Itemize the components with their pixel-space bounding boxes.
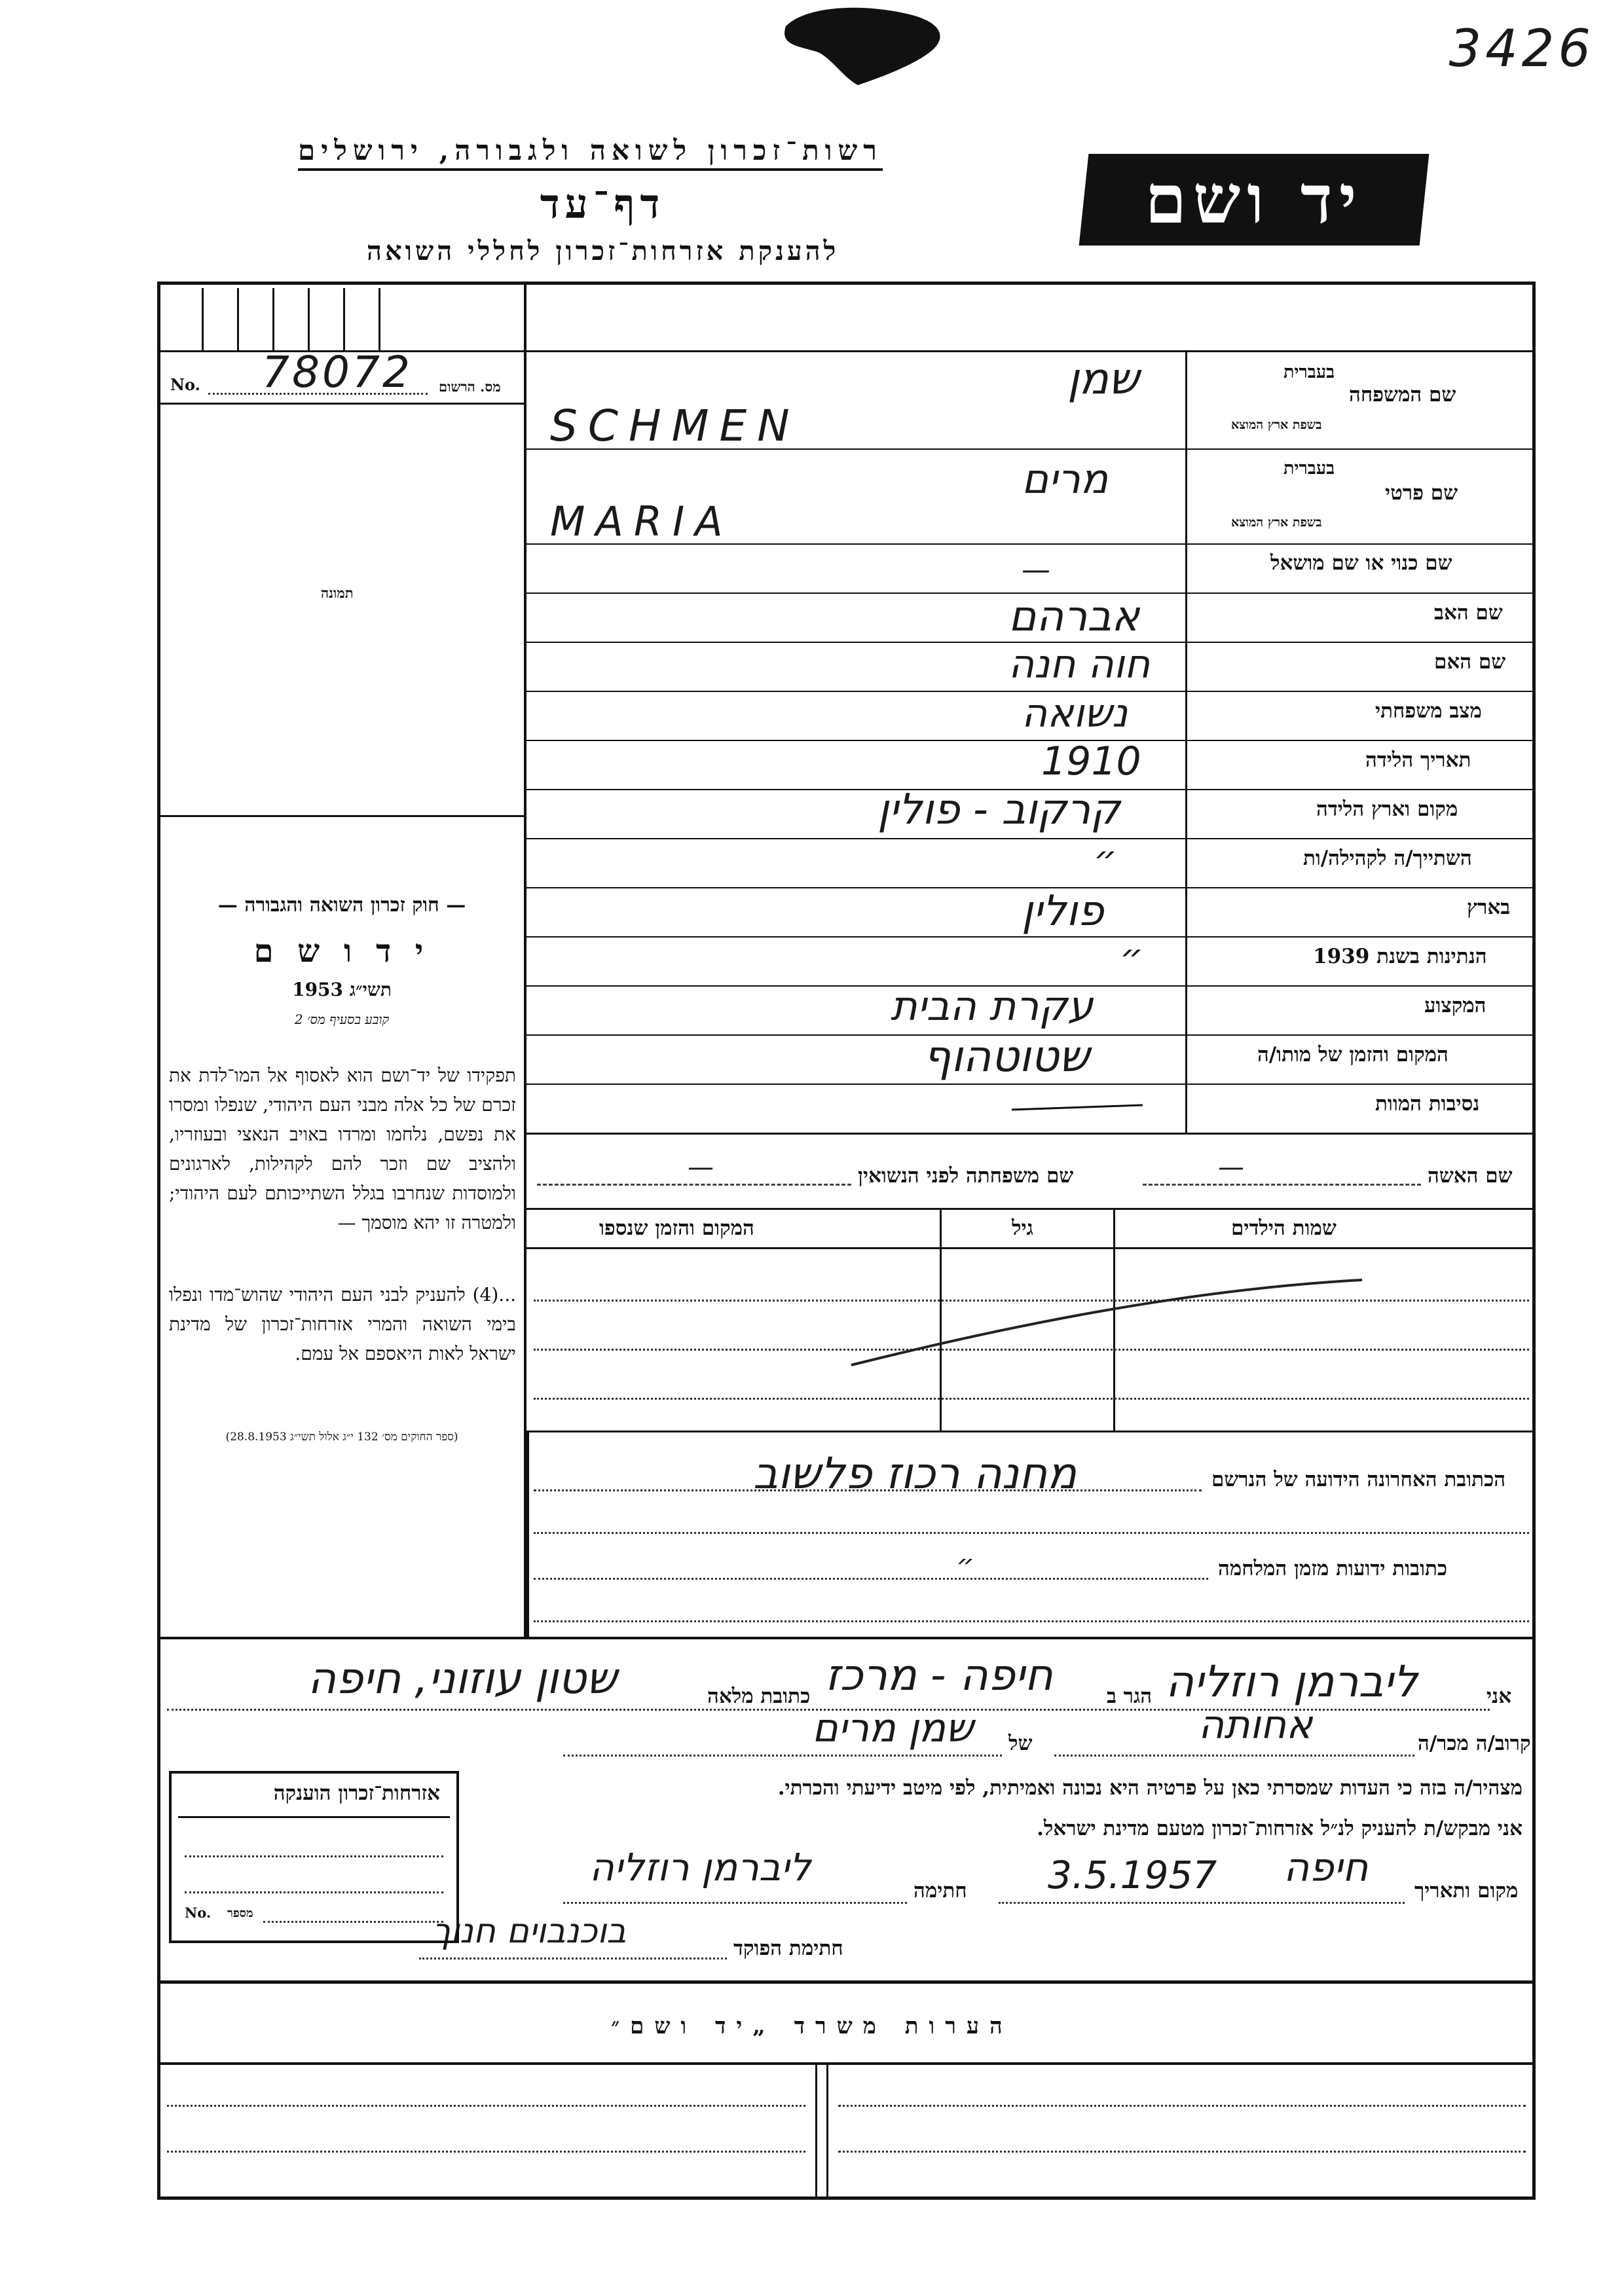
relation-value: אחותה bbox=[1198, 1702, 1313, 1748]
law-title: — חוק זכרון השואה והגבורה — bbox=[217, 894, 466, 917]
children-strike-line bbox=[845, 1267, 1369, 1372]
ink-blot bbox=[779, 0, 950, 92]
citizenship-label: הנתינות בשנת 1939 bbox=[1313, 945, 1487, 968]
children-place-header: המקום והזמן שנספו bbox=[599, 1216, 754, 1240]
first-name-hebrew-value: מרים bbox=[1022, 455, 1109, 503]
marital-value: נשואה bbox=[1022, 691, 1128, 737]
declarant-i-label: אני bbox=[1486, 1685, 1512, 1708]
birth-date-value: 1910 bbox=[1041, 738, 1141, 784]
wartime-addresses-value: ״ bbox=[956, 1548, 975, 1582]
award-box-no-label: No. bbox=[185, 1904, 212, 1921]
spouse-label: שם האשה bbox=[1428, 1164, 1513, 1188]
first-name-hebrew-sub: בעברית bbox=[1283, 458, 1335, 479]
official-signature-label: חתימת הפוקד bbox=[733, 1937, 843, 1960]
father-label: שם האב bbox=[1434, 601, 1503, 625]
family-name-latin-value: SCHMEN bbox=[550, 401, 800, 451]
reg-he-label: מס. הרשום bbox=[439, 378, 501, 395]
citizenship-award-box bbox=[169, 1771, 459, 1943]
law-reference: (ספר החוקים מס׳ 132 י״ג אלול תשי״ג 28.8.1953) bbox=[225, 1430, 458, 1444]
form-title: דף־עד bbox=[540, 180, 665, 228]
maiden-name-value: — bbox=[688, 1152, 714, 1182]
law-clause: קובע בסעיף מס׳ 2 bbox=[294, 1011, 390, 1027]
law-name: י ד ו ש ם bbox=[253, 933, 430, 970]
award-box-number-label: מספר bbox=[227, 1906, 253, 1920]
family-name-origin-sub: בשפת ארץ המוצא bbox=[1231, 418, 1322, 432]
nickname-value: — bbox=[1022, 553, 1050, 587]
authority-name: רשות־זכרון לשואה ולגבורה, ירושלים bbox=[298, 134, 883, 171]
reg-no-label: No. bbox=[170, 375, 200, 394]
official-signature: בוכנבוים חנוך bbox=[432, 1912, 627, 1951]
mother-label: שם האם bbox=[1434, 650, 1506, 674]
country-value: פולין bbox=[1022, 887, 1104, 936]
first-name-label: שם פרטי bbox=[1385, 481, 1458, 505]
date-value: 3.5.1957 bbox=[1048, 1853, 1217, 1897]
last-address-value: מחנה רכוז פלשוב bbox=[753, 1448, 1077, 1499]
declarant-name: ליברמן רוזליה bbox=[1166, 1656, 1418, 1707]
maiden-name-label: שם משפחתה לפני הנשואין bbox=[858, 1164, 1074, 1188]
family-name-hebrew-sub: בעברית bbox=[1283, 362, 1335, 382]
community-value: ״ bbox=[1094, 838, 1118, 881]
office-notes-title: הערות משרד „יד ושם״ bbox=[611, 2013, 1013, 2039]
death-cause-label: נסיבות המוות bbox=[1375, 1092, 1480, 1116]
law-year: תשי״ג 1953 bbox=[292, 979, 392, 1000]
spouse-value: — bbox=[1218, 1152, 1244, 1182]
mother-value: חוה חנה bbox=[1008, 642, 1151, 687]
nickname-label: שם כנוי או שם מושאל bbox=[1270, 551, 1452, 575]
wartime-addresses-label: כתובות ידועות מזמן המלחמה bbox=[1218, 1557, 1448, 1580]
community-label: השתייך/ה לקהילה/ות bbox=[1303, 847, 1472, 870]
children-names-header: שמות הילדים bbox=[1231, 1216, 1337, 1240]
birth-place-label: מקום וארץ הלידה bbox=[1316, 797, 1458, 821]
citizenship-value: ״ bbox=[1120, 936, 1144, 979]
yad-vashem-logo bbox=[1079, 154, 1430, 246]
profession-label: המקצוע bbox=[1424, 994, 1486, 1017]
family-name-label: שם המשפחה bbox=[1349, 383, 1456, 407]
children-age-header: גיל bbox=[1012, 1216, 1033, 1240]
of-label: של bbox=[1008, 1732, 1033, 1755]
father-value: אברהם bbox=[1008, 592, 1140, 641]
photo-label: תמונה bbox=[321, 585, 354, 601]
resides-label: הגר ב bbox=[1107, 1685, 1153, 1708]
archive-number: 3426 bbox=[1449, 20, 1595, 79]
marital-label: מצב משפחתי bbox=[1375, 699, 1482, 723]
signature-label: חתימה bbox=[913, 1879, 967, 1903]
country-label: בארץ bbox=[1467, 896, 1511, 919]
of-name-value: שמן מרים bbox=[812, 1705, 974, 1751]
award-box-title: אזרחות־זכרון הוענקה bbox=[273, 1781, 440, 1805]
logo-text: יד ושם bbox=[1145, 160, 1363, 239]
first-name-latin-value: MARIA bbox=[550, 498, 733, 545]
declaration-statement-2: אני מבקש/ת להעניק לנ״ל אזרחות־זכרון מטעם מדינת ישראל. bbox=[1037, 1817, 1522, 1840]
death-place-label: המקום והזמן של מותו/ה bbox=[1257, 1043, 1449, 1066]
death-place-value: שטוטהוף bbox=[923, 1031, 1090, 1082]
last-address-label: הכתובת האחרונה הידועה של הנרשם bbox=[1211, 1468, 1506, 1491]
registration-number: 78072 bbox=[262, 347, 413, 397]
declarant-signature: ליברמן רוזליה bbox=[589, 1845, 811, 1889]
law-paragraph-1: תפקידו של יד־ושם הוא לאסוף אל המו־לדת את זכרם של כל אלה מבני העם היהודי, שנפלו ומסרו את נפשם, נלחמו ומרדו באויב הנאצי ובעוזריו, ולהציב שם וזכר להם לקהילות, לארגונים ולמוסדות שנחרבו בגלל השתייכותם לעם היהודי; ולמטרה זו יהא מוסמך — bbox=[169, 1065, 516, 1233]
full-address-label: כתובת מלאה bbox=[707, 1685, 811, 1708]
resides-value: חיפה - מרכז bbox=[825, 1650, 1053, 1700]
birth-date-label: תאריך הלידה bbox=[1365, 748, 1471, 772]
full-address-value: שטון עוזוני, חיפה bbox=[308, 1653, 617, 1704]
place-date-label: מקום ותאריך bbox=[1414, 1879, 1519, 1903]
place-value: חיפה bbox=[1283, 1845, 1369, 1891]
relative-label: קרוב/ה מכר/ה bbox=[1418, 1732, 1531, 1755]
birth-place-value: קרקוב - פולין bbox=[877, 786, 1120, 834]
first-name-origin-sub: בשפת ארץ המוצא bbox=[1231, 515, 1322, 530]
family-name-hebrew-value: שמן bbox=[1067, 354, 1139, 404]
profession-value: עקרת הבית bbox=[891, 982, 1094, 1030]
form-subtitle: להענקת אזרחות־זכרון לחללי השואה bbox=[367, 236, 840, 266]
law-paragraph-2: ...(4) להעניק לבני העם היהודי שהוש־מדו ונפלו בימי השואה והמרי אזרחות־זכרון של מדינת ישראל לאות היאספם אל עמם. bbox=[169, 1284, 516, 1364]
declaration-statement-1: מצהיר/ה בזה כי העדות שמסרתי כאן על פרטיה היא נכונה ואמיתית, לפי מיטב ידיעתי והכרתי. bbox=[777, 1776, 1522, 1800]
